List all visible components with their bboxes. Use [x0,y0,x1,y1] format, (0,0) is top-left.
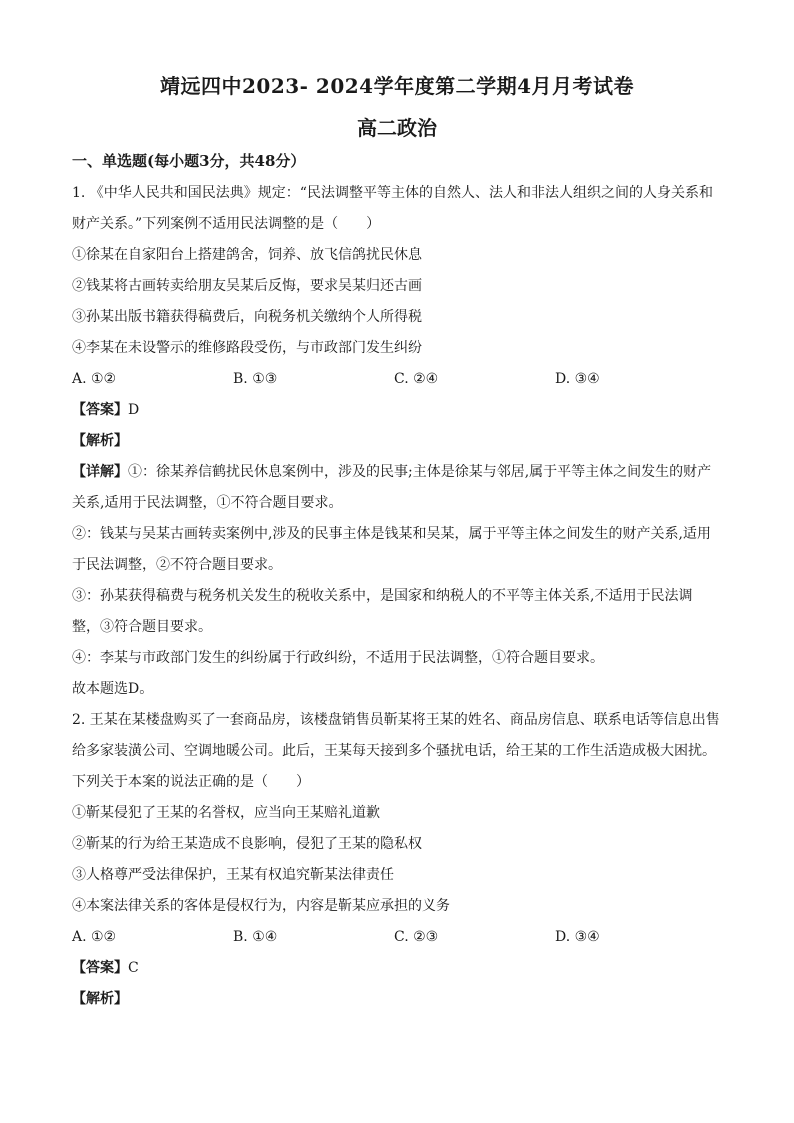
detail-line: 整，③符合题目要求。 [72,619,212,635]
detail-line: 关系,适用于民法调整，①不符合题目要求。 [72,495,343,511]
statement-item: ①徐某在自家阳台上搭建鸽舍，饲养、放飞信鸽扰民休息 [72,247,422,263]
detail-text: ①：徐某养信鹤扰民休息案例中，涉及的民事;主体是徐某与邻居,属于平等主体之间发生的财产 [128,464,712,480]
question-1 [72,178,724,705]
section-heading: 一、单选题(每小题3分，共48分） [72,152,306,170]
statement-item: ③人格尊严受法律保护，王某有权追究靳某法律责任 [72,867,394,883]
exam-title: 靖远四中2023- 2024学年度第二学期4月月考试卷 [159,74,634,98]
exam-subject: 高二政治 [357,116,437,140]
statement-item: ①靳某侵犯了王某的名誉权，应当向王某赔礼道歉 [72,805,380,821]
statement-item: ④本案法律关系的客体是侵权行为，内容是靳某应承担的义务 [72,898,450,914]
option-a: A. ①② [72,929,117,945]
detail-label: 【详解】 [72,464,128,480]
analysis-line [72,984,724,1015]
option-a: A. ①② [72,371,117,387]
answer-value: D [128,402,140,418]
statement-item: ④李某在未设警示的维修路段受伤，与市政部门发生纠纷 [72,340,422,356]
detail-line [72,457,724,488]
option-d: D. ③④ [555,929,600,945]
option-b: B. ①③ [233,371,278,387]
detail-line: 于民法调整，②不符合题目要求。 [72,557,282,573]
answer-label: 【答案】 [72,402,128,418]
option-d: D. ③④ [555,371,600,387]
answer-options [72,364,724,395]
questions-content [72,178,724,1015]
question-stem-line: 2. 王某在某楼盘购买了一套商品房，该楼盘销售员靳某将王某的姓名、商品房信息、联系电话等信息出售 [72,712,720,728]
statement-item: ③孙某出版书籍获得稿费后，向税务机关缴纳个人所得税 [72,309,422,325]
option-c: C. ②③ [394,929,439,945]
detail-line: ④：李某与市政部门发生的纠纷属于行政纠纷，不适用于民法调整，①符合题目要求。 [72,650,604,666]
answer-value: C [128,960,139,976]
answer-line [72,953,724,984]
statement-item: ②钱某将古画转卖给朋友吴某后反悔，要求吴某归还古画 [72,278,422,294]
option-b: B. ①④ [233,929,278,945]
question-2 [72,705,724,1015]
analysis-label: 【解析】 [72,991,128,1007]
answer-label: 【答案】 [72,960,128,976]
answer-line [72,395,724,426]
answer-options [72,922,724,953]
question-stem-line: 财产关系。”下列案例不适用民法调整的是（ ） [72,216,381,232]
question-stem-line: 1. 《中华人民共和国民法典》规定：“民法调整平等主体的自然人、法人和非法人组织之间的人身关系和 [72,185,713,201]
option-c: C. ②④ [394,371,439,387]
statement-item: ②靳某的行为给王某造成不良影响，侵犯了王某的隐私权 [72,836,422,852]
detail-line: ③：孙某获得稿费与税务机关发生的税收关系中，是国家和纳税人的不平等主体关系,不适用于民法调 [72,588,693,604]
detail-line: 故本题选D。 [72,681,154,697]
analysis-line [72,426,724,457]
question-stem-line: 下列关于本案的说法正确的是（ ） [72,774,310,790]
question-stem-line: 给多家装潢公司、空调地暖公司。此后，王某每天接到多个骚扰电话，给王某的工作生活造成极大困扰。 [72,743,716,759]
detail-line: ②：钱某与吴某古画转卖案例中,涉及的民事主体是钱某和吴某，属于平等主体之间发生的财产关系,适用 [72,526,711,542]
analysis-label: 【解析】 [72,433,128,449]
